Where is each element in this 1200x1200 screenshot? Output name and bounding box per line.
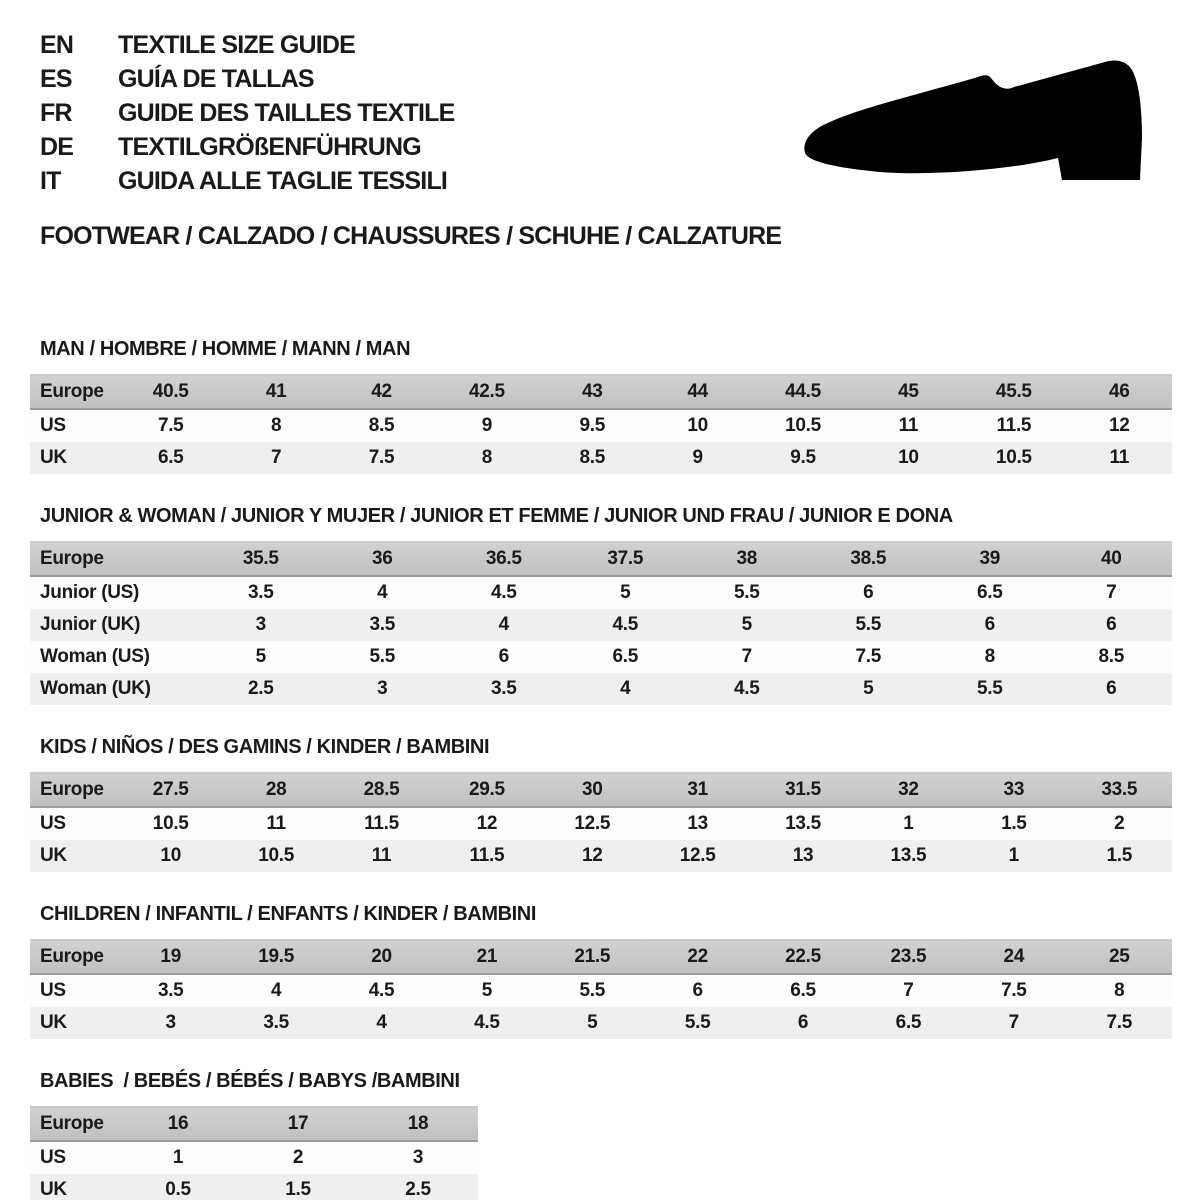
size-cell: 3 — [322, 673, 444, 705]
size-cell: 13.5 — [856, 840, 961, 872]
size-cell: 3.5 — [200, 576, 322, 609]
row-label: Woman (UK) — [30, 673, 200, 705]
size-cell: 4.5 — [329, 974, 434, 1007]
size-cell: 11 — [329, 840, 434, 872]
size-cell: 3.5 — [118, 974, 223, 1007]
size-cell: 3.5 — [322, 609, 444, 641]
size-cell: 40.5 — [118, 375, 223, 410]
table-row — [30, 576, 1172, 609]
size-cell: 4.5 — [565, 609, 687, 641]
size-cell: 8.5 — [540, 442, 645, 474]
language-row-de — [40, 130, 455, 164]
size-cell: 44.5 — [750, 375, 855, 410]
size-cell: 3.5 — [443, 673, 565, 705]
size-cell: 12 — [434, 807, 539, 840]
size-cell: 42.5 — [434, 375, 539, 410]
size-cell: 28 — [223, 773, 328, 808]
size-cell: 11 — [1067, 442, 1172, 474]
size-cell: 38 — [686, 542, 808, 577]
size-cell: 7 — [961, 1007, 1066, 1039]
row-label: Europe — [30, 1107, 118, 1142]
size-cell: 5 — [686, 609, 808, 641]
size-cell: 36 — [322, 542, 444, 577]
table-row — [30, 641, 1172, 673]
row-label: UK — [30, 442, 118, 474]
size-cell: 7.5 — [118, 409, 223, 442]
size-cell: 6 — [1051, 673, 1173, 705]
size-cell: 8.5 — [1051, 641, 1173, 673]
language-row-it — [40, 164, 455, 198]
size-table-babies — [30, 1106, 478, 1200]
table-row — [30, 673, 1172, 705]
size-cell: 35.5 — [200, 542, 322, 577]
size-cell: 33.5 — [1067, 773, 1172, 808]
size-cell: 9 — [645, 442, 750, 474]
size-cell: 3 — [118, 1007, 223, 1039]
section-kids — [30, 736, 1172, 872]
size-cell: 10.5 — [223, 840, 328, 872]
size-cell: 5 — [540, 1007, 645, 1039]
size-cell: 5.5 — [808, 609, 930, 641]
table-row — [30, 442, 1172, 474]
row-label: US — [30, 409, 118, 442]
size-cell: 8 — [223, 409, 328, 442]
size-cell: 10 — [645, 409, 750, 442]
section-junior-woman — [30, 505, 1172, 705]
size-cell: 16 — [118, 1107, 238, 1142]
size-cell: 9.5 — [750, 442, 855, 474]
size-cell: 3 — [358, 1141, 478, 1174]
size-cell: 8.5 — [329, 409, 434, 442]
size-cell: 7.5 — [961, 974, 1066, 1007]
size-cell: 10.5 — [750, 409, 855, 442]
size-cell: 12 — [1067, 409, 1172, 442]
size-cell: 12.5 — [645, 840, 750, 872]
size-cell: 27.5 — [118, 773, 223, 808]
size-cell: 4 — [565, 673, 687, 705]
size-cell: 7.5 — [329, 442, 434, 474]
size-cell: 3.5 — [223, 1007, 328, 1039]
size-cell: 19 — [118, 940, 223, 975]
size-cell: 7 — [856, 974, 961, 1007]
size-cell: 13 — [750, 840, 855, 872]
size-cell: 21 — [434, 940, 539, 975]
size-cell: 5.5 — [645, 1007, 750, 1039]
size-cell: 1 — [856, 807, 961, 840]
size-cell: 4 — [322, 576, 444, 609]
size-cell: 33 — [961, 773, 1066, 808]
size-cell: 19.5 — [223, 940, 328, 975]
size-cell: 4.5 — [434, 1007, 539, 1039]
category-line: FOOTWEAR / CALZADO / CHAUSSURES / SCHUHE / CALZATURE — [40, 222, 782, 250]
size-cell: 31 — [645, 773, 750, 808]
size-cell: 42 — [329, 375, 434, 410]
size-cell: 12.5 — [540, 807, 645, 840]
table-header-row — [30, 940, 1172, 975]
size-cell: 5 — [434, 974, 539, 1007]
size-table-junior-woman — [30, 541, 1172, 705]
size-cell: 10 — [118, 840, 223, 872]
language-row-en — [40, 28, 455, 62]
table-row — [30, 807, 1172, 840]
size-table-man — [30, 374, 1172, 474]
size-cell: 11.5 — [961, 409, 1066, 442]
size-cell: 37.5 — [565, 542, 687, 577]
table-row — [30, 1174, 478, 1200]
table-header-row — [30, 542, 1172, 577]
size-cell: 2 — [238, 1141, 358, 1174]
table-row — [30, 409, 1172, 442]
guide-title-en: TEXTILE SIZE GUIDE — [118, 30, 356, 59]
guide-title-es: GUÍA DE TALLAS — [118, 64, 314, 93]
size-table-children — [30, 939, 1172, 1039]
size-cell: 7 — [686, 641, 808, 673]
size-cell: 17 — [238, 1107, 358, 1142]
size-cell: 8 — [434, 442, 539, 474]
section-babies — [30, 1070, 1172, 1200]
size-cell: 3 — [200, 609, 322, 641]
size-cell: 6.5 — [750, 974, 855, 1007]
table-header-row — [30, 375, 1172, 410]
row-label: Europe — [30, 542, 200, 577]
row-label: UK — [30, 840, 118, 872]
size-cell: 41 — [223, 375, 328, 410]
size-cell: 44 — [645, 375, 750, 410]
size-cell: 6.5 — [118, 442, 223, 474]
size-cell: 7.5 — [1067, 1007, 1172, 1039]
size-cell: 5.5 — [686, 576, 808, 609]
row-label: Junior (US) — [30, 576, 200, 609]
size-cell: 1 — [118, 1141, 238, 1174]
section-children — [30, 903, 1172, 1039]
size-cell: 2.5 — [200, 673, 322, 705]
row-label: Junior (UK) — [30, 609, 200, 641]
size-cell: 6.5 — [565, 641, 687, 673]
size-cell: 29.5 — [434, 773, 539, 808]
size-cell: 6 — [645, 974, 750, 1007]
language-code: DE — [40, 132, 74, 161]
size-cell: 5.5 — [929, 673, 1051, 705]
section-title-children: CHILDREN / INFANTIL / ENFANTS / KINDER / BAMBINI — [40, 903, 536, 925]
language-row-es — [40, 62, 455, 96]
size-cell: 8 — [1067, 974, 1172, 1007]
size-cell: 45.5 — [961, 375, 1066, 410]
size-cell: 4.5 — [686, 673, 808, 705]
row-label: UK — [30, 1174, 118, 1200]
guide-title-fr: GUIDE DES TAILLES TEXTILE — [118, 98, 455, 127]
size-cell: 7.5 — [808, 641, 930, 673]
size-cell: 5 — [200, 641, 322, 673]
size-cell: 12 — [540, 840, 645, 872]
guide-title-it: GUIDA ALLE TAGLIE TESSILI — [118, 166, 448, 195]
row-label: US — [30, 974, 118, 1007]
row-label: US — [30, 807, 118, 840]
section-title-junior-woman: JUNIOR & WOMAN / JUNIOR Y MUJER / JUNIOR ET FEMME / JUNIOR UND FRAU / JUNIOR E DONA — [40, 505, 953, 527]
size-cell: 6 — [750, 1007, 855, 1039]
size-cell: 25 — [1067, 940, 1172, 975]
size-cell: 6 — [808, 576, 930, 609]
size-cell: 11.5 — [329, 807, 434, 840]
size-cell: 6 — [1051, 609, 1173, 641]
size-cell: 6 — [929, 609, 1051, 641]
size-cell: 4 — [223, 974, 328, 1007]
size-cell: 21.5 — [540, 940, 645, 975]
size-cell: 10.5 — [961, 442, 1066, 474]
language-title-list — [40, 28, 455, 198]
size-cell: 24 — [961, 940, 1066, 975]
size-cell: 40 — [1051, 542, 1173, 577]
size-cell: 28.5 — [329, 773, 434, 808]
language-code: EN — [40, 30, 74, 59]
row-label: Europe — [30, 375, 118, 410]
size-cell: 8 — [929, 641, 1051, 673]
size-cell: 46 — [1067, 375, 1172, 410]
language-row-fr — [40, 96, 455, 130]
table-row — [30, 1141, 478, 1174]
size-cell: 20 — [329, 940, 434, 975]
row-label: Europe — [30, 773, 118, 808]
size-cell: 43 — [540, 375, 645, 410]
size-cell: 9.5 — [540, 409, 645, 442]
size-cell: 13 — [645, 807, 750, 840]
size-cell: 2.5 — [358, 1174, 478, 1200]
size-cell: 6.5 — [856, 1007, 961, 1039]
row-label: Woman (US) — [30, 641, 200, 673]
size-cell: 11.5 — [434, 840, 539, 872]
table-row — [30, 974, 1172, 1007]
row-label: UK — [30, 1007, 118, 1039]
size-cell: 1 — [961, 840, 1066, 872]
table-row — [30, 609, 1172, 641]
size-cell: 32 — [856, 773, 961, 808]
size-cell: 22.5 — [750, 940, 855, 975]
size-cell: 38.5 — [808, 542, 930, 577]
size-cell: 7 — [223, 442, 328, 474]
size-cell: 22 — [645, 940, 750, 975]
guide-title-de: TEXTILGRÖßENFÜHRUNG — [118, 132, 421, 161]
table-row — [30, 840, 1172, 872]
table-header-row — [30, 1107, 478, 1142]
section-title-kids: KIDS / NIÑOS / DES GAMINS / KINDER / BAMBINI — [40, 736, 490, 758]
size-cell: 5.5 — [322, 641, 444, 673]
size-cell: 5 — [565, 576, 687, 609]
size-cell: 9 — [434, 409, 539, 442]
size-cell: 6.5 — [929, 576, 1051, 609]
shoe-icon — [800, 58, 1145, 208]
size-cell: 11 — [223, 807, 328, 840]
size-cell: 10.5 — [118, 807, 223, 840]
size-cell: 18 — [358, 1107, 478, 1142]
language-code: IT — [40, 166, 61, 195]
section-title-babies: BABIES / BEBÉS / BÉBÉS / BABYS /BAMBINI — [40, 1070, 460, 1092]
size-cell: 11 — [856, 409, 961, 442]
size-cell: 5 — [808, 673, 930, 705]
table-header-row — [30, 773, 1172, 808]
size-cell: 4.5 — [443, 576, 565, 609]
size-cell: 30 — [540, 773, 645, 808]
language-code: FR — [40, 98, 72, 127]
size-cell: 31.5 — [750, 773, 855, 808]
size-cell: 1.5 — [1067, 840, 1172, 872]
row-label: Europe — [30, 940, 118, 975]
table-row — [30, 1007, 1172, 1039]
size-table-kids — [30, 772, 1172, 872]
size-cell: 2 — [1067, 807, 1172, 840]
size-sections — [30, 338, 1172, 1200]
size-cell: 45 — [856, 375, 961, 410]
size-cell: 39 — [929, 542, 1051, 577]
size-cell: 6 — [443, 641, 565, 673]
size-cell: 23.5 — [856, 940, 961, 975]
size-cell: 4 — [443, 609, 565, 641]
size-cell: 5.5 — [540, 974, 645, 1007]
row-label: US — [30, 1141, 118, 1174]
size-cell: 7 — [1051, 576, 1173, 609]
size-cell: 36.5 — [443, 542, 565, 577]
language-code: ES — [40, 64, 72, 93]
size-cell: 4 — [329, 1007, 434, 1039]
size-cell: 1.5 — [238, 1174, 358, 1200]
size-cell: 1.5 — [961, 807, 1066, 840]
section-man — [30, 338, 1172, 474]
size-cell: 0.5 — [118, 1174, 238, 1200]
size-cell: 13.5 — [750, 807, 855, 840]
size-cell: 10 — [856, 442, 961, 474]
section-title-man: MAN / HOMBRE / HOMME / MANN / MAN — [40, 338, 411, 360]
